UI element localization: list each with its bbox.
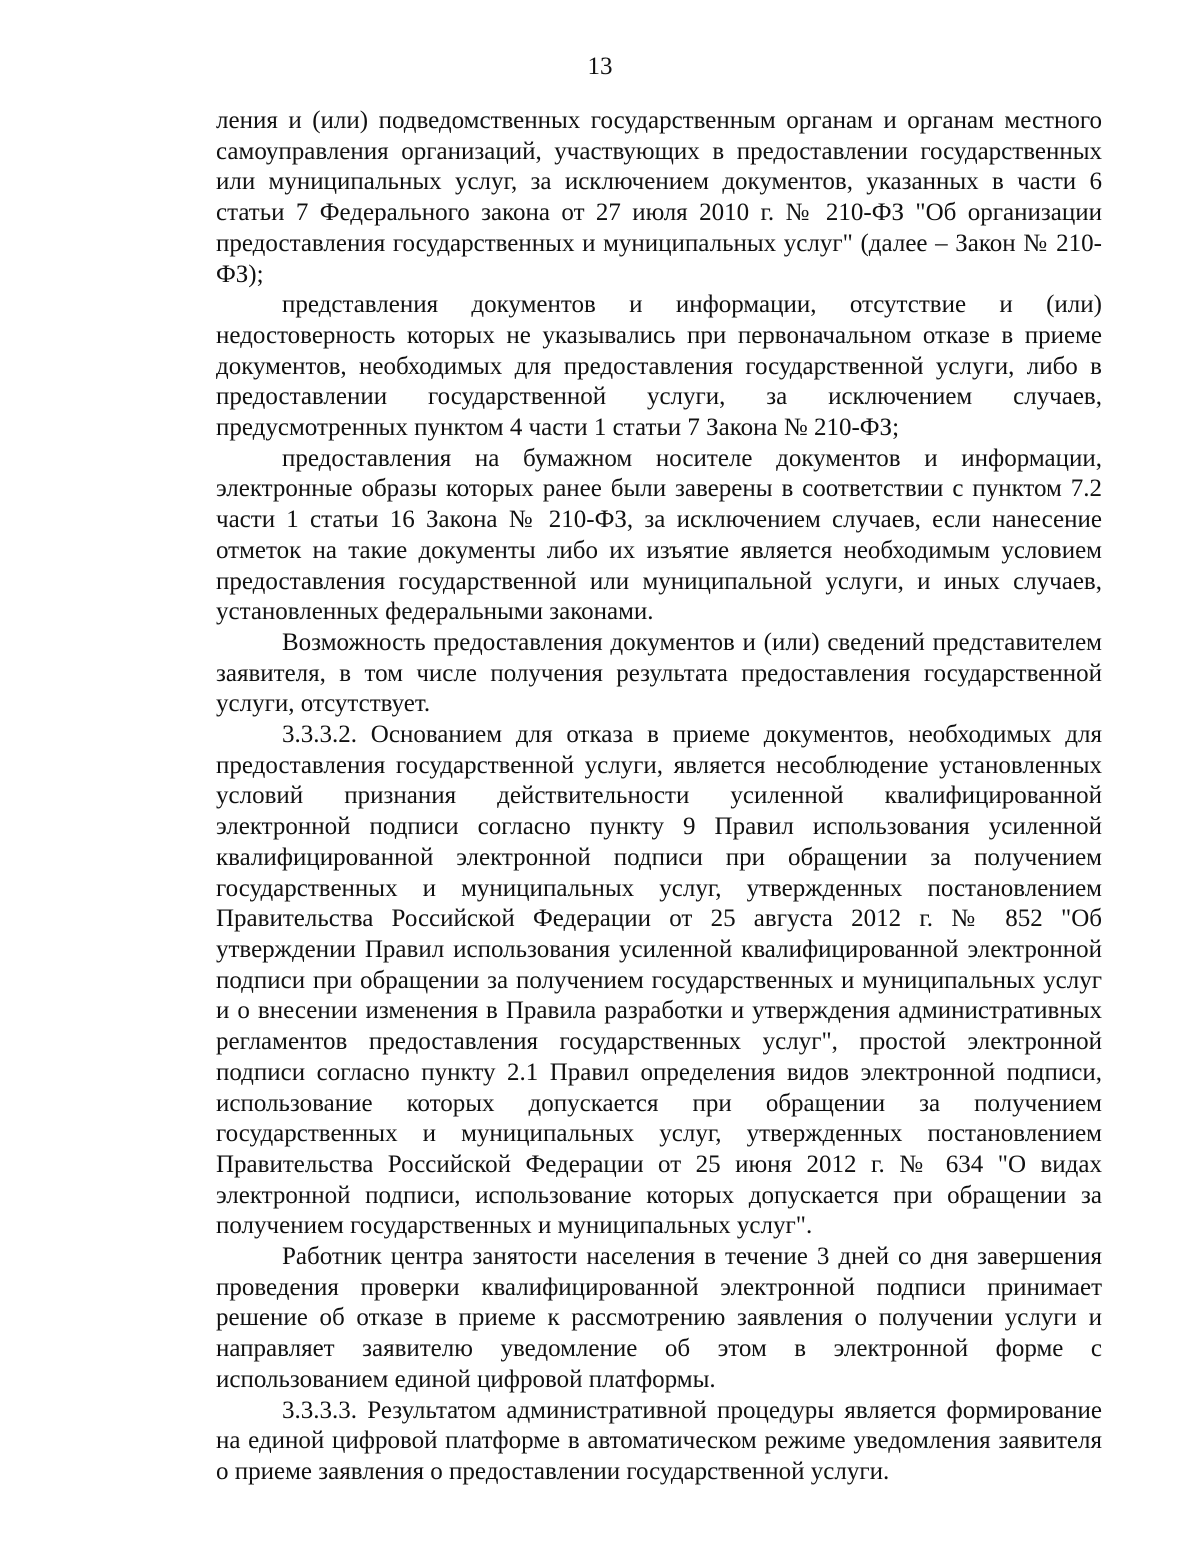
paragraph-3-3-3-3: 3.3.3.3. Результатом административной процедуры является формирование на единой цифровой платформе в автоматическом режиме уведомления заявителя о приеме заявления о предоставлении государственной услуги. bbox=[216, 1396, 1102, 1485]
paragraph-continuation: ления и (или) подведомственных государственным органам и органам местного самоуправления организаций, участвующих в предоставлении государственных или муниципальных услуг, за исключением документов, указанных в части 6 статьи 7 Федерального закона от 27 июля 2010 г. № 210-ФЗ "Об организации предоставления государственных и муниципальных услуг" (далее – Закон № 210-ФЗ); bbox=[216, 107, 1102, 288]
paragraph-documents-not-specified: представления документов и информации, отсутствие и (или) недостоверность которых не указывались при первоначальном отказе в приеме документов, необходимых для предоставления государственной услуги, либо в предоставлении государственной услуги, за исключением случаев, предусмотренных пунктом 4 части 1 статьи 7 Закона № 210-ФЗ; bbox=[216, 291, 1102, 442]
paragraph-paper-documents: предоставления на бумажном носителе документов и информации, электронные образы которых ранее были заверены в соответствии с пунктом 7.2 части 1 статьи 16 Закона № 210-ФЗ, за исключением случаев, если нанесение отметок на такие документы либо их изъятие является необходимым условием предоставления государственной или муниципальной услуги, и иных случаев, установленных федеральными законами. bbox=[216, 444, 1102, 626]
page-number: 13 bbox=[587, 53, 613, 80]
paragraph-representative: Возможность предоставления документов и (или) сведений представителем заявителя, в том числе получения результата предоставления государственной услуги, отсутствует. bbox=[216, 628, 1102, 718]
paragraph-employee-decision: Работник центра занятости населения в течение 3 дней со дня завершения проведения проверки квалифицированной электронной подписи принимает решение об отказе в приеме к рассмотрению заявления о получении услуги и направляет заявителю уведомление об этом в электронной форме с использованием единой цифровой платформы. bbox=[216, 1243, 1102, 1393]
paragraph-3-3-3-2: 3.3.3.2. Основанием для отказа в приеме документов, необходимых для предоставления государственной услуги, является несоблюдение установленных условий признания действительности усиленной квалифицированной электронной подписи согласно пункту 9 Правил использования усиленной квалифицированной электронной подписи при обращении за получением государственных и муниципальных услуг, утвержденных постановлением Правительства Российской Федерации от 25 августа 2012 г. № 852 "Об утверждении Правил использования усиленной квалифицированной электронной подписи при обращении за получением государственных и муниципальных услуг и о внесении изменения в Правила разработки и утверждения административных регламентов предоставления государственных услуг", простой электронной подписи согласно пункту 2.1 Правил определения видов электронной подписи, использование которых допускается при обращении за получением государственных и муниципальных услуг, утвержденных постановлением Правительства Российской Федерации от 25 июня 2012 г. № 634 "О видах электронной подписи, использование которых допускается при обращении за получением государственных и муниципальных услуг". bbox=[216, 721, 1102, 1240]
document-body bbox=[216, 106, 1102, 1488]
